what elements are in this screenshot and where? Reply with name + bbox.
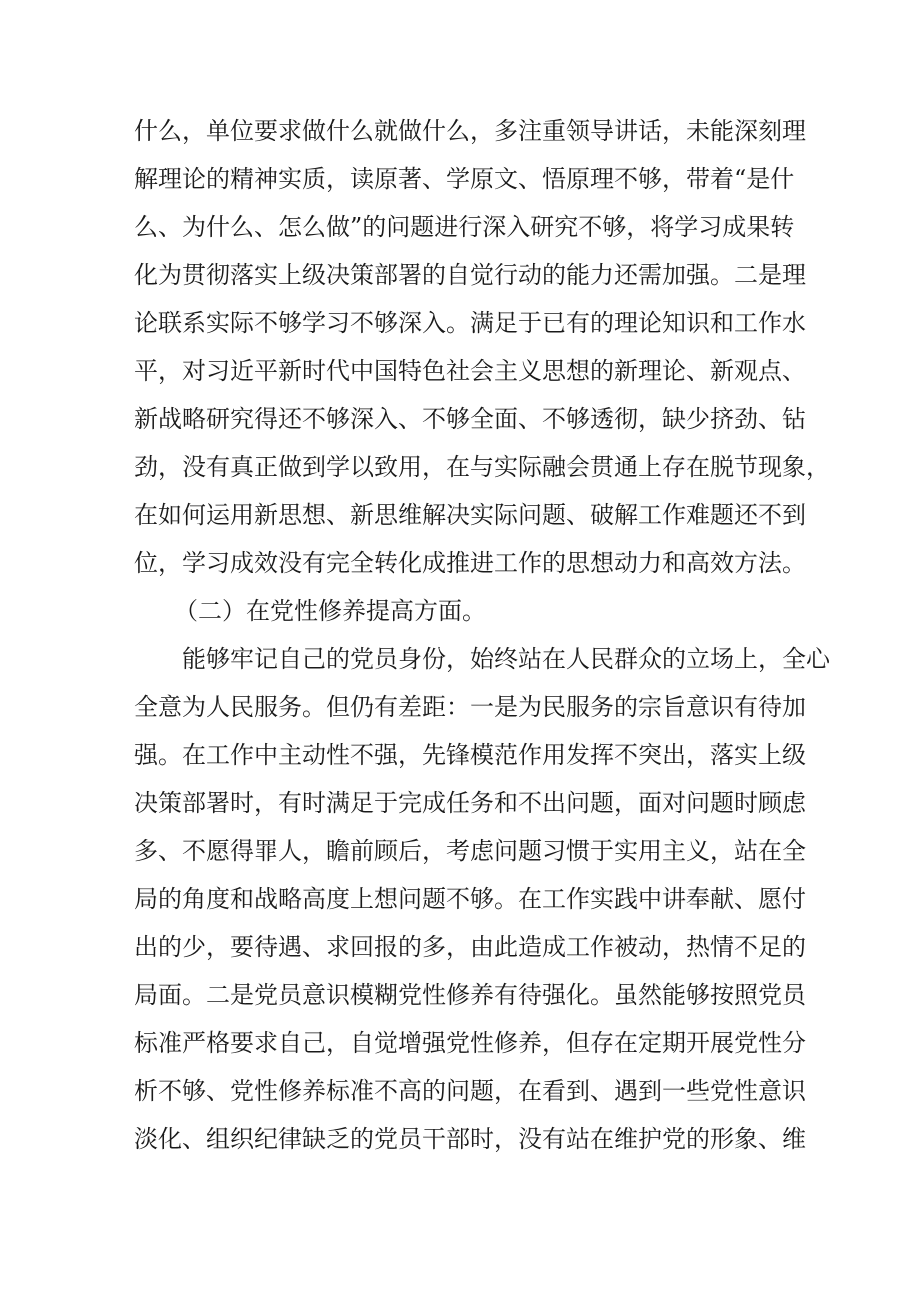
paragraph-line: 淡化、组织纪律缺乏的党员干部时，没有站在维护党的形象、维 [134,1125,806,1153]
paragraph-line: 位，学习成效没有完全转化成推进工作的思想动力和高效方法。 [134,549,806,577]
paragraph-line: 化为贯彻落实上级决策部署的自觉行动的能力还需加强。二是理 [134,261,806,289]
paragraph-line: 解理论的精神实质，读原著、学原文、悟原理不够，带着“是什 [134,165,795,193]
paragraph-line: 在如何运用新思想、新思维解决实际问题、破解工作难题还不到 [134,501,806,529]
paragraph-line: 局面。二是党员意识模糊党性修养有待强化。虽然能够按照党员 [134,981,806,1009]
paragraph-line: 么、为什么、怎么做”的问题进行深入研究不够，将学习成果转 [134,213,795,241]
section-heading: （二）在党性修养提高方面。 [174,597,486,625]
paragraph-line: 论联系实际不够学习不够深入。满足于已有的理论知识和工作水 [134,309,806,337]
paragraph-line: 能够牢记自己的党员身份，始终站在人民群众的立场上，全心 [182,645,830,673]
paragraph-line: 多、不愿得罪人，瞻前顾后，考虑问题习惯于实用主义，站在全 [134,837,806,865]
paragraph-line: 什么，单位要求做什么就做什么，多注重领导讲话，未能深刻理 [134,117,806,145]
paragraph-line: 平，对习近平新时代中国特色社会主义思想的新理论、新观点、 [134,357,806,385]
paragraph-line: 决策部署时，有时满足于完成任务和不出问题，面对问题时顾虑 [134,789,806,817]
paragraph-line: 强。在工作中主动性不强，先锋模范作用发挥不突出，落实上级 [134,741,806,769]
paragraph-line: 标准严格要求自己，自觉增强党性修养，但存在定期开展党性分 [134,1029,806,1057]
paragraph-line: 出的少，要待遇、求回报的多，由此造成工作被动，热情不足的 [134,933,806,961]
paragraph-line: 全意为人民服务。但仍有差距：一是为民服务的宗旨意识有待加 [134,693,806,721]
paragraph-line: 局的角度和战略高度上想问题不够。在工作实践中讲奉献、愿付 [134,885,806,913]
paragraph-line: 新战略研究得还不够深入、不够全面、不够透彻，缺少挤劲、钻 [134,405,806,433]
paragraph-line: 劲，没有真正做到学以致用，在与实际融会贯通上存在脱节现象， [134,453,830,481]
paragraph-line: 析不够、党性修养标准不高的问题，在看到、遇到一些党性意识 [134,1077,806,1105]
